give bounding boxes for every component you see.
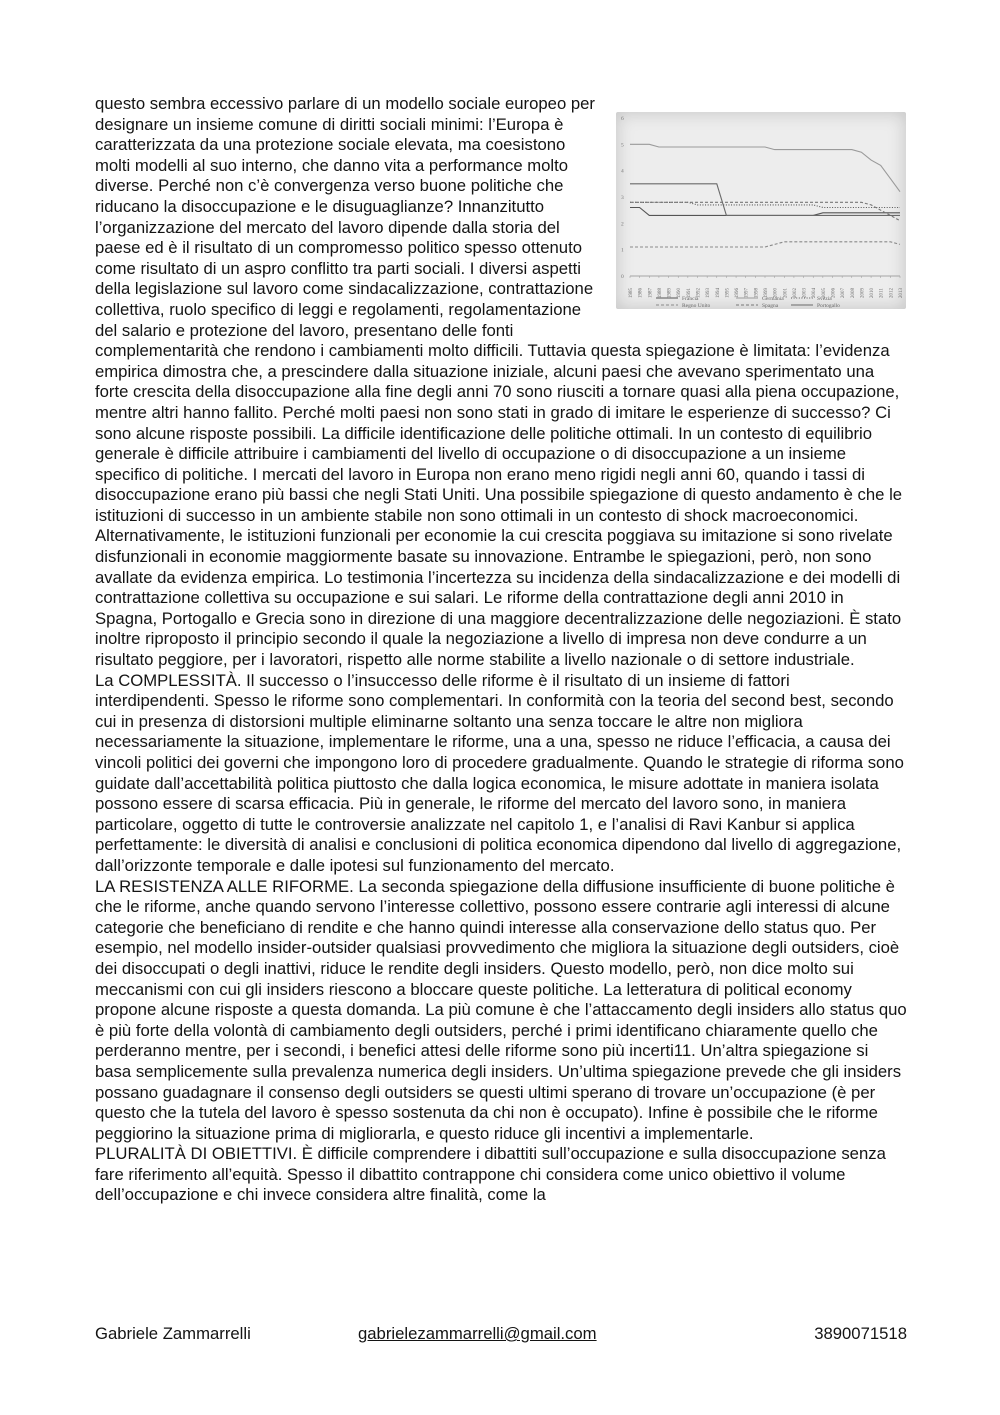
x-tick-label: 2003 [802, 288, 808, 298]
x-tick-label: 2004 [812, 288, 818, 298]
y-tick-label: 6 [621, 116, 624, 122]
paragraph-pluralita: PLURALITÀ DI OBIETTIVI. È difficile comprendere i dibattiti sull’occupazione e sulla disoccupazione senza fare riferimento all’equità. Spesso il dibattito contrappone chi considera come unico obiettivo il volume dell’occupazione e chi invece considera altre finalità, come la [95, 1144, 886, 1205]
x-tick-label: 2012 [889, 288, 895, 298]
page-footer [95, 1323, 907, 1345]
x-tick-label: 2009 [860, 288, 866, 298]
x-tick-label: 1995 [725, 288, 731, 298]
legend-label: Portogallo [817, 303, 840, 309]
x-tick-label: 1986 [638, 288, 644, 298]
x-tick-label: 1988 [657, 288, 663, 298]
x-tick-label: 2008 [850, 288, 856, 298]
footer-email-link[interactable]: gabrielezammarrelli@gmail.com [358, 1324, 597, 1343]
x-tick-label: 1994 [715, 288, 721, 298]
x-tick-label: 1987 [648, 288, 654, 298]
footer-author-name: Gabriele Zammarrelli [95, 1324, 251, 1343]
x-tick-label: 1993 [706, 288, 712, 298]
x-tick-label: 1990 [677, 288, 683, 298]
x-tick-label: 2011 [879, 288, 885, 298]
x-tick-label: 1991 [686, 288, 692, 298]
x-tick-label: 1992 [696, 288, 702, 298]
x-tick-label: 2010 [870, 288, 876, 298]
y-tick-label: 1 [621, 247, 624, 254]
series-line-francia [630, 208, 900, 216]
y-tick-label: 0 [621, 274, 624, 280]
x-tick-label: 1985 [629, 288, 634, 298]
x-tick-label: 2005 [821, 288, 827, 298]
paragraph-complessita: La COMPLESSITÀ. Il successo o l’insuccesso delle riforme è il risultato di un insieme di fattori interdipendenti. Spesso le riforme sono complementari. In conformità con la teoria del second best, secondo cui in presenza di distorsioni multiple eliminarne soltanto una senza toccare le altre non migliora necessariamente la situazione, implementare le riforme, una a una, spesso ne riduce l’efficacia, a causa dei vincoli politici dei governi che impongono loro di procedere gradualmente. Quando le strategie di riforma sono guidate dall’accettabilità politica piuttosto che dalla logica economica, le misure adottate in maniera isolata possono essere di scarsa efficacia. Più in generale, le riforme del mercato del lavoro sono, in maniera particolare, oggetto di tutte le controversie analizzate nel capitolo 1, e l’analisi di Ravi Kanbur si applica perfettamente: le diversità di analisi e conclusioni di politica economica dipendono dal livello di aggregazione, dall’orizzonte temporale e dalle ipotesi sul funzionamento del mercato. [95, 670, 904, 875]
y-tick-label: 2 [621, 221, 624, 228]
series-line-portogallo [630, 184, 900, 216]
x-tick-label: 2002 [792, 288, 798, 298]
y-tick-label: 3 [621, 195, 624, 201]
legend-label: Germania [762, 296, 784, 302]
x-tick-label: 1989 [667, 288, 673, 298]
y-tick-label: 4 [621, 168, 624, 175]
legend-label: Svezia [817, 296, 832, 302]
x-tick-label: 1999 [764, 288, 769, 298]
x-tick-label: 2001 [783, 288, 789, 298]
x-tick-label: 1996 [735, 288, 741, 298]
legend-label: Francia [682, 296, 699, 302]
legend-label: Spagna [762, 303, 779, 309]
x-tick-label: 1997 [744, 288, 750, 298]
paragraph-intro: questo sembra eccessivo parlare di un modello sociale europeo per designare un insieme comune di diritti sociali minimi: l’Europa è caratterizzata da una protezione sociale elevata, ma coesistono molti modelli al suo interno, che danno vita a performance molto diverse. Perché non c’è convergenza verso buone politiche che riducano la disoccupazione e le disuguaglianze? Innanzitutto l’organizzazione del mercato del lavoro dipende dalla storia del paese ed è il risultato di un compromesso politico spesso ottenuto come risultato di un aspro conflitto tra parti sociali. I diversi aspetti della legislazione sul lavoro come sindacalizzazione, contrattazione collettiva, ruolo specifico di leggi e regolamenti, regolamentazione del salario e protezione del lavoro, presentano delle fonti complementarità che rendono i cambiamenti molto difficili. Tuttavia questa spiegazione è limitata: l’evidenza empirica dimostra che, a prescindere dalla situazione iniziale, alcuni paesi che avevano sperimentato una forte crescita della disoccupazione alla fine degli anni 70 sono riusciti a tornare quasi alla piena occupazione, mentre altri hanno fallito. Perché molti paesi non sono stati in grado di imitare le esperienze di successo? Ci sono alcune risposte possibili. La difficile identificazione delle politiche ottimali. In un contesto di equilibrio generale è difficile attribuire i cambiamenti del livello di occupazione o di disoccupazione a un insieme specifico di politiche. I mercati del lavoro in Europa non erano meno rigidi negli anni 60, quando i tassi di disoccupazione erano più bassi che negli Stati Uniti. Una possibile spiegazione di questo andamento è che le istituzioni di successo in un ambiente stabile non sono ottimali in un contesto di shock macroeconomici. Alternativamente, le istituzioni funzionali per economie la cui crescita poggiava su imitazione si sono rivelate disfunzionali in economie maggiormente basate su innovazione. Entrambe le spiegazioni, però, non sono avallate da evidenza empirica. Lo testimonia l’incertezza su incidenza della sindacalizzazione e dei modelli di contrattazione collettiva su occupazione e sui salari. Le riforme della contrattazione degli anni 2010 in Spagna, Portogallo e Grecia sono in direzione di una maggiore decentralizzazione delle negoziazioni. È stato inoltre riproposto il principio secondo il quale la negoziazione a livello di impresa non deve condurre a un risultato peggiore, per i lavoratori, rispetto alle norme stabilite a livello nazionale o di settore industriale. [95, 94, 903, 670]
series-line-germania [630, 144, 900, 191]
x-tick-label: 1998 [754, 288, 760, 298]
series-line-regno-unito [630, 242, 900, 247]
legend-label: Regno Unito [682, 303, 711, 309]
series-line-svezia [630, 202, 900, 207]
footer-phone-number: 3890071518 [814, 1324, 907, 1343]
x-tick-label: 2006 [831, 288, 837, 298]
employment-protection-chart [616, 112, 906, 309]
paragraph-resistenza: LA RESISTENZA ALLE RIFORME. La seconda spiegazione della diffusione insufficiente di buone politiche è che le riforme, anche quando servono l’interesse collettivo, possono essere contrarie agli interessi di alcune categorie che beneficiano di rendite e che hanno quindi interesse alla conservazione dello status quo. Per esempio, nel modello insider-outsider qualsiasi provvedimento che migliora la situazione degli outsiders, cioè dei disoccupati o degli inattivi, riduce le rendite degli insiders. Questo modello, però, non dice molto sui meccanismi con cui gli insiders riescono a bloccare queste politiche. La letteratura di political economy propone alcune risposte a questa domanda. La più comune è che l’attaccamento degli insiders allo status quo è più forte della volontà di cambiamento degli outsiders, perché i primi identificano chiaramente quello che perderanno mentre, per i secondi, i benefici attesi delle riforme sono più incerti11. Un’altra spiegazione si basa semplicemente sulla prevalenza numerica degli insiders. Un’ultima spiegazione prevede che gli insiders possano guadagnare il consenso degli outsiders se questi ultimi sperano di trovare un’occupazione (è per questo che la tutela del lavoro è spesso sostenuta da chi non è occupato). Infine è possibile che le riforme peggiorino la situazione prima di migliorarla, e questo riduce gli incentivi a implementarle. [95, 876, 907, 1143]
x-tick-label: 2000 [773, 288, 779, 298]
y-tick-label: 5 [621, 142, 624, 149]
chart-figure [616, 112, 906, 309]
x-tick-label: 2007 [841, 288, 847, 298]
x-tick-label: 2013 [899, 288, 904, 298]
